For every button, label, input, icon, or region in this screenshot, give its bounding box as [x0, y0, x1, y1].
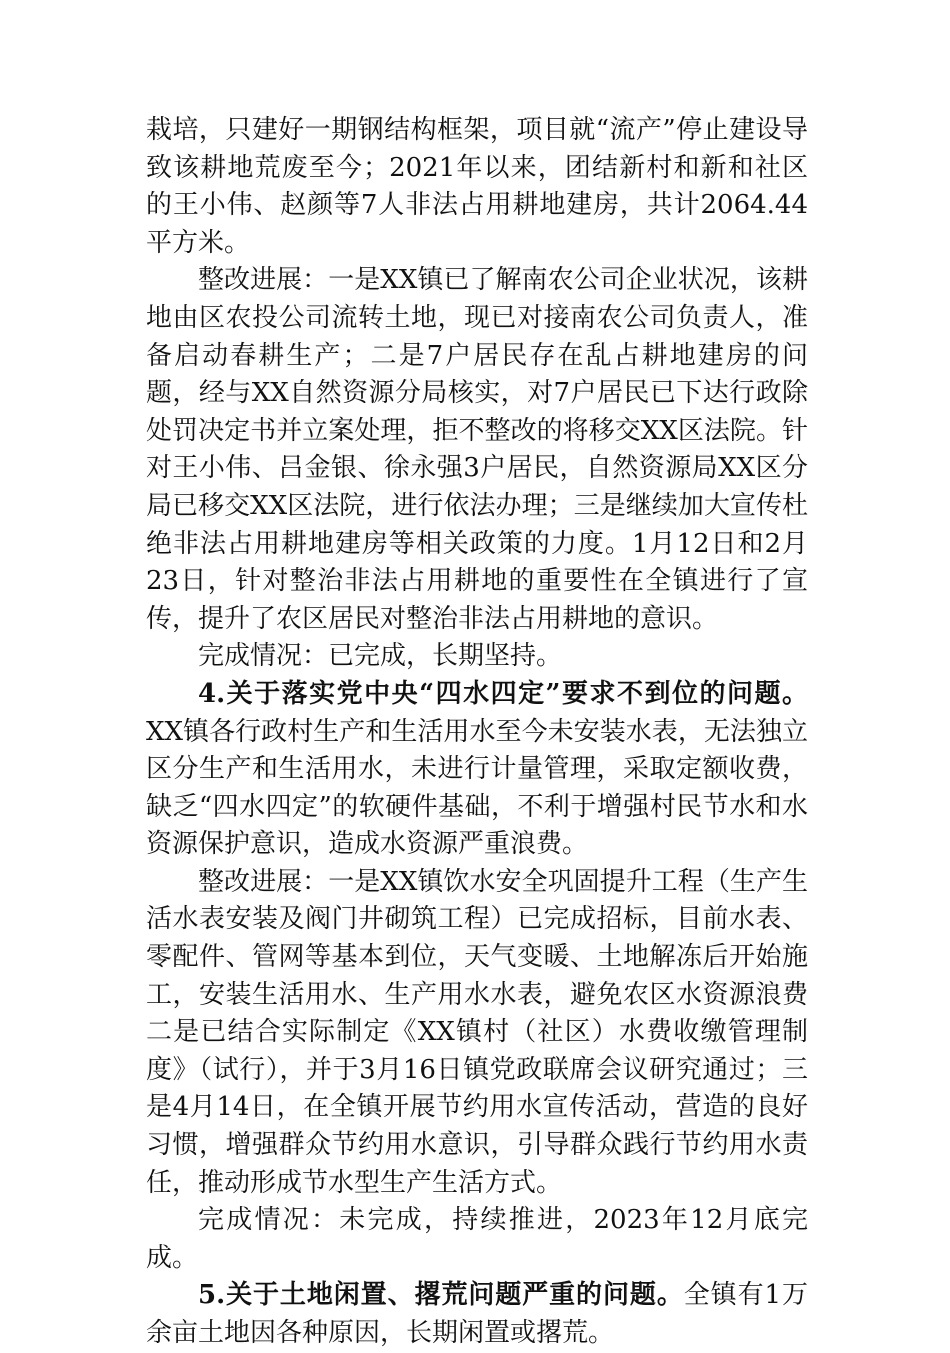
- issue-5-text: 全镇有1万余亩土地因各种原因，长期闲置或撂荒。: [146, 1280, 808, 1348]
- paragraph-continuation: 栽培，只建好一期钢结构框架，项目就“流产”停止建设导致该耕地荒废至今；2021年以来，团结新村和新和社区的王小伟、赵颜等7人非法占用耕地建房，共计2064.44平方米。: [146, 115, 808, 258]
- paragraph-rectification-progress-4: 整改进展：一是XX镇饮水安全巩固提升工程（生产生活水表安装及阀门井砌筑工程）已完成招标，目前水表、零配件、管网等基本到位，天气变暖、土地解冻后开始施工，安装生活用水、生产用水水表，避免农区水资源浪费二是已结合实际制定《XX镇村（社区）水费收缴管理制度》（试行），并于3月16日镇党政联席会议研究通过；三是4月14日，在全镇开展节约用水宣传活动，营造的良好习惯，增强群众节约用水意识，引导群众践行节约用水责任，推动形成节水型生产生活方式。: [146, 866, 808, 1198]
- paragraph-completion-status-4: 完成情况：未完成，持续推进，2023年12月底完成。: [146, 1205, 808, 1273]
- paragraph-rectification-progress-3: 整改进展：一是XX镇已了解南农公司企业状况，该耕地由区农投公司流转土地，现已对接南农公司负责人，准备启动春耕生产；二是7户居民存在乱占耕地建房的问题，经与XX自然资源分局核实，对7户居民已下达行政除处罚决定书并立案处理，拒不整改的将移交XX区法院。针对王小伟、吕金银、徐永强3户居民，自然资源局XX区分局已移交XX区法院，进行依法办理；三是继续加大宣传杜绝非法占用耕地建房等相关政策的力度。1月12日和2月23日，针对整治非法占用耕地的重要性在全镇进行了宣传，提升了农区居民对整治非法占用耕地的意识。: [146, 265, 808, 634]
- paragraph-issue-4: [146, 676, 808, 864]
- document-page: [146, 112, 808, 1353]
- paragraph-completion-status-3: 完成情况：已完成，长期坚持。: [198, 641, 563, 672]
- issue-5-heading: 5.关于土地闲置、撂荒问题严重的问题。: [198, 1280, 684, 1311]
- paragraph-issue-5: [146, 1277, 808, 1352]
- issue-4-heading: 4.关于落实党中央“四水四定”要求不到位的问题。: [198, 678, 808, 709]
- issue-4-text: XX镇各行政村生产和生活用水至今未安装水表，无法独立区分生产和生活用水，未进行计量管理，采取定额收费，缺乏“四水四定”的软硬件基础，不利于增强村民节水和水资源保护意识，造成水资源严重浪费。: [146, 716, 808, 860]
